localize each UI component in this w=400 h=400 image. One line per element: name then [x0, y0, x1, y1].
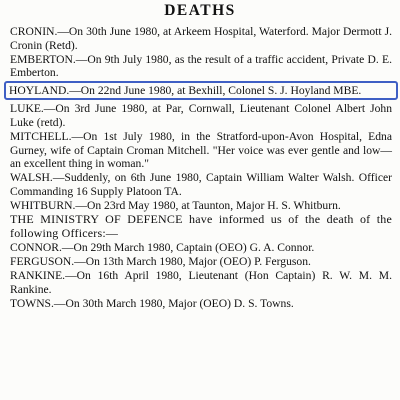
section-title: DEATHS — [164, 2, 236, 19]
notice-whitburn: WHITBURN.—On 23rd May 1980, at Taunton, Major H. S. Whitburn. — [10, 199, 341, 213]
notice-luke: LUKE.—On 3rd June 1980, at Par, Cornwall, Lieutenant Colonel Albert John Luke (retd). — [10, 102, 392, 130]
notice-towns: TOWNS.—On 30th March 1980, Major (OEO) D. S. Towns. — [10, 296, 294, 310]
notice-hoyland-highlighted: HOYLAND.—On 22nd June 1980, at Bexhill, Colonel S. J. Hoyland MBE. — [4, 81, 398, 101]
notice-rankine: RANKINE.—On 16th April 1980, Lieutenant (Hon Captain) R. W. M. M. Rankine. — [10, 269, 392, 296]
ministry-of-defence-intro: THE MINISTRY OF DEFENCE have informed us of the death of the following Officers:— — [10, 212, 392, 240]
death-notices-list — [10, 25, 392, 311]
notice-cronin: CRONIN.—On 30th June 1980, at Arkeem Hospital, Waterford. Major Dermott J. Cronin (Retd). — [10, 25, 392, 52]
notice-mitchell: MITCHELL.—On 1st July 1980, in the Stratford-upon-Avon Hospital, Edna Gurney, wife of Captain Croman Mitchell. "Her voice was ever gentle and low—an excellent thing in woman." — [10, 130, 392, 171]
notice-connor: CONNOR.—On 29th March 1980, Captain (OEO) G. A. Connor. — [10, 240, 315, 254]
notice-walsh: WALSH.—Suddenly, on 6th June 1980, Captain William Walter Walsh. Officer Commanding 16 Supply Platoon TA. — [10, 171, 392, 199]
notice-ferguson: FERGUSON.—On 13th March 1980, Major (OEO) P. Ferguson. — [10, 255, 311, 268]
notice-emberton: EMBERTON.—On 9th July 1980, as the result of a traffic accident, Private D. E. Emberton. — [10, 52, 392, 80]
